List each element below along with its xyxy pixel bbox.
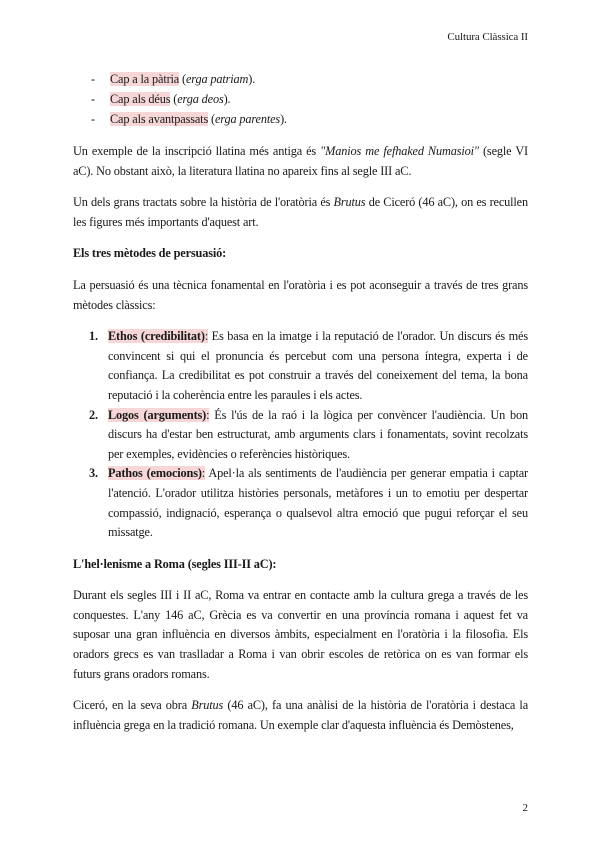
latin-term: erga parentes [214,112,281,126]
inscription-quote: "Manios me fefhaked Numasioi" [320,144,479,158]
method-item-logos: 2. Logos (arguments): És l'ús de la raó i la lògica per convèncer l'audiència. Un bon discurs ha d'estar ben estructurat, amb arguments clars i fonamentats, sovint recolzats per exemples, evidències o referències històriques. [89,407,528,461]
list-item: - Cap als déus (erga deos). [91,92,231,106]
section-heading-persuasion: Els tres mètodes de persuasió: [73,246,227,261]
highlighted-text: Cap a la pàtria [110,72,180,86]
method-item-ethos: 1. Ethos (credibilitat): Es basa en la imatge i la reputació de l'orador. Un discurs és més convincent si qui el pronuncia és percebut com una persona íntegra, experta i de confiança. La credibilitat es pot construir a través del coneixement del tema, la bona reputació i la coherència entre les paraules i els actes. [89,329,529,402]
latin-term: erga deos [177,92,224,106]
latin-term: erga patriam [185,72,249,86]
method-item-pathos: 3. Pathos (emocions): Apel·la als sentiments de l'audiència per generar empatia i captar l'atenció. L'orador utilitza històries personals, metàfores i un to emotiu per despertar compassió, indignació, esperança o qualsevol altra emoció que pugui reforçar el seu missatge. [89,466,528,540]
list-item: - Cap a la pàtria (erga patriam). [91,72,256,86]
document-body [73,70,528,747]
work-title: Brutus [333,195,366,210]
running-header: Cultura Clàssica II [447,31,528,43]
virtue-list [73,70,528,130]
page-number: 2 [522,802,528,814]
paragraph-persuasion-intro: La persuasió és una tècnica fonamental en l'oratòria i es pot aconseguir a través de tres grans mètodes clàssics: [73,277,528,312]
method-term: Ethos (credibilitat) [108,329,205,344]
paragraph-hellenism: Durant els segles III i II aC, Roma va entrar en contacte amb la cultura grega a través de les conquestes. L'any 146 aC, Grècia es va convertir en una província romana i aquest fet va suposar una gran influència en diversos àmbits, especialment en l'oratòria i la filosofia. Els oradors grecs es van traslladar a Roma i van obrir escoles de retòrica on es van formar els futurs grans oradors romans. [73,588,528,681]
paragraph-cicero: Ciceró, en la seva obra Brutus (46 aC), fa una anàlisi de la història de l'oratòria i destaca la influència grega en la tradició romana. Un exemple clar d'aquesta influència és Demòstenes, [73,698,528,732]
work-title: Brutus [191,698,224,713]
paragraph-inscription: Un exemple de la inscripció llatina més antiga és "Manios me fefhaked Numasioi" (segle VI aC). No obstant això, la literatura llatina no apareix fins al segle III aC. [73,144,528,178]
list-item: - Cap als avantpassats (erga parentes). [91,112,287,126]
method-term: Logos (arguments) [108,407,207,422]
paragraph-brutus: Un dels grans tractats sobre la història de l'oratòria és Brutus de Ciceró (46 aC), on es recullen les figures més importants d'aquest art. [73,195,528,229]
method-term: Pathos (emocions) [108,466,202,481]
methods-list [73,327,528,543]
highlighted-text: Cap als déus [110,92,171,106]
highlighted-text: Cap als avantpassats [110,112,209,126]
section-heading-hellenism: L'hel·lenisme a Roma (segles III-II aC): [73,556,277,571]
